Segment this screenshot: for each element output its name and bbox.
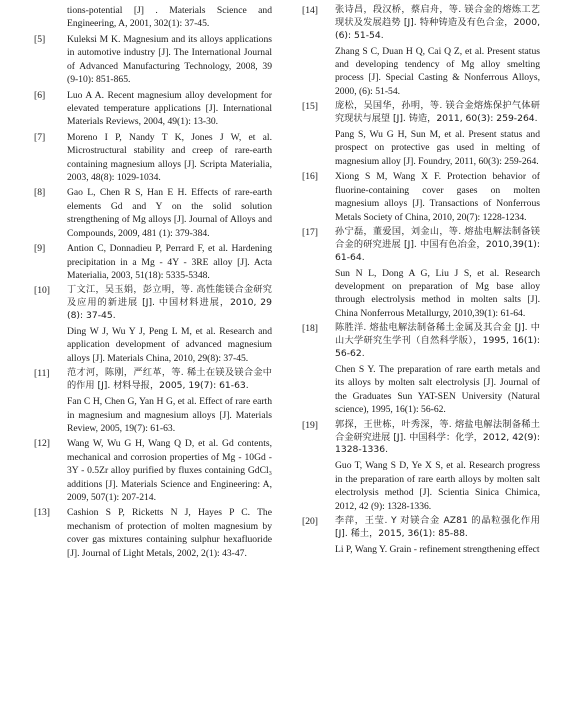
reference-text: Zhang S C, Duan H Q, Cai Q Z, et al. Present status and developing tendency of Mg alloy smelting process [J]. Special Casting & Nonferrous Alloys, 2000, (6): 51-54. xyxy=(335,45,540,97)
reference-entry xyxy=(34,186,272,240)
reference-number: [12] xyxy=(34,438,50,450)
reference-text: 陈胜洋. 熔盐电解法制备稀土金属及其合金 [J]. 中山大学研究生学刊（自然科学版），1995, 16(1): 56-62. xyxy=(335,322,540,360)
reference-entry xyxy=(302,515,540,556)
reference-number: [11] xyxy=(34,368,50,380)
reference-text: 庞松，吴国华，孙明，等. 镁合金熔炼保护气体研究现状与展望 [J]. 铸造，2011, 60(3): 259-264. xyxy=(335,100,540,125)
reference-text: Xiong S M, Wang X F. Protection behavior of fluorine-containing cover gases on molten magnesium alloys [J]. Transactions of Nonferrous Metals Society of China, 2010, 20(7): 1228-1234. xyxy=(335,171,540,223)
reference-number: [9] xyxy=(34,243,46,255)
reference-text: 郭探，王世栋，叶秀深，等. 熔盐电解法制备稀土合金研究进展 [J]. 中国科学：化学，2012, 42(9): 1328-1336. xyxy=(335,418,540,456)
reference-text: 范才河，陈刚，严红革，等. 稀土在镁及镁合金中的作用 [J]. 材料导报，2005, 19(7): 61-63. xyxy=(67,367,272,392)
reference-entry xyxy=(34,4,272,31)
reference-number: [16] xyxy=(302,171,318,183)
reference-number: [18] xyxy=(302,323,318,335)
reference-number: [19] xyxy=(302,419,318,431)
reference-number: [13] xyxy=(34,507,50,519)
reference-text: Fan C H, Chen G, Yan H G, et al. Effect of rare earth in magnesium and magnesium alloys [J]. Materials Review, 2005, 19(7): 61-63. xyxy=(67,396,272,434)
reference-text: 李萍，王莹. Y 对镁合金 AZ81 的晶粒强化作用 [J]. 稀土，2015, 36(1): 85-88. xyxy=(335,514,540,539)
reference-entry xyxy=(302,100,540,168)
reference-text: tions-potential [J] . Materials Science and Engineering, A, 2001, 302(1): 37-45. xyxy=(67,5,272,30)
reference-entry xyxy=(302,226,540,320)
reference-text: Guo T, Wang S D, Ye X S, et al. Research progress in the preparation of rare earth alloys by molten salt electrolysis method [J]. Scientia Sinica Chimica, 2012, 42 (9): 1328-1336. xyxy=(335,460,540,512)
reference-number: [15] xyxy=(302,101,318,113)
reference-text: Sun N L, Dong A G, Liu J S, et al. Research development on preparation of Mg base alloy through electrolysis method in molten salts [J]. China Nonferrous Metallurgy, 2010,39(1): 61-64. xyxy=(335,267,540,319)
reference-number: [5] xyxy=(34,33,46,45)
reference-text: 张诗昌，段汉桥，蔡启舟，等. 镁合金的熔炼工艺现状及发展趋势 [J]. 特种铸造及有色合金，2000, (6): 51-54. xyxy=(335,4,540,41)
reference-text: Cashion S P, Ricketts N J, Hayes P C. The mechanism of protection of molten magnesium by cover gas mixtures containing sulphur hexafluoride [J]. Journal of Light Metals, 2002, 2(1): 43-47. xyxy=(67,507,272,559)
reference-text: 孙宁磊，董爱国，刘金山，等. 熔盐电解法制备镁合金的研究进展 [J]. 中国有色冶金，2010,39(1): 61-64. xyxy=(335,226,540,263)
reference-number: [14] xyxy=(302,5,318,16)
reference-text: Antion C, Donnadieu P, Perrard F, et al. Hardening precipitation in a Mg - 4Y - 3RE alloy [J]. Acta Materialia, 2003, 51(18): 5335-5348. xyxy=(67,243,272,282)
reference-entry xyxy=(34,506,272,560)
reference-text: Pang S, Wu G H, Sun M, et al. Present status and prospect on protective gas used in melting of magnesium alloy [J]. Foundry, 2011, 60(3): 259-264. xyxy=(335,129,540,167)
reference-number: [10] xyxy=(34,285,50,297)
reference-text: Ding W J, Wu Y J, Peng L M, et al. Research and application development of advanced magnesium alloys [J]. Materials China, 2010, 29(8): 37-45. xyxy=(67,326,272,364)
reference-entry xyxy=(34,367,272,435)
left-column xyxy=(34,4,272,562)
reference-text: Luo A A. Recent magnesium alloy development for elevated temperature applications [J]. International Materials Reviews, 2004, 49(1): 13-30. xyxy=(67,89,272,128)
reference-entry xyxy=(34,33,272,87)
reference-entry xyxy=(302,170,540,224)
reference-entry xyxy=(302,419,540,513)
reference-entry xyxy=(34,131,272,185)
reference-entry xyxy=(302,322,540,416)
reference-text: Moreno I P, Nandy T K, Jones J W, et al. Microstructural stability and creep of rare-earth containing magnesium alloys [J]. Scripta Materialia, 2003, 48(8): 1029-1034. xyxy=(67,131,272,184)
reference-text: 丁文江，吴玉娟，彭立明，等. 高性能镁合金研究及应用的新进展 [J]. 中国材料进展，2010, 29 (8): 37-45. xyxy=(67,284,272,322)
reference-number: [7] xyxy=(34,131,46,143)
reference-text: Chen S Y. The preparation of rare earth metals and its alloys by molten salt electrolysis [J]. Journal of the Graduates Sun YAT-SEN University (Natural science), 1995, 16(1): 56-62. xyxy=(335,363,540,416)
reference-entry xyxy=(34,89,272,129)
reference-entry xyxy=(34,284,272,365)
reference-text: Li P, Wang Y. Grain - refinement strengthening effect xyxy=(335,543,540,555)
reference-number: [17] xyxy=(302,227,318,239)
reference-entry xyxy=(34,437,272,504)
reference-number: [20] xyxy=(302,515,318,527)
reference-text: Gao L, Chen R S, Han E H. Effects of rare-earth elements Gd and Y on the solid solution strengthening of Mg alloys [J]. Journal of Alloys and Compounds, 2009, 481 (1): 379-384. xyxy=(67,187,272,239)
right-column xyxy=(302,4,540,558)
reference-entry xyxy=(302,4,540,98)
reference-text: Kuleksi M K. Magnesium and its alloys applications in automotive industry [J]. The International Journal of Advanced Manufacturing Technology, 2008, 39 (9-10): 851-865. xyxy=(67,33,272,86)
reference-number: [6] xyxy=(34,89,46,101)
reference-text: Wang W, Wu G H, Wang Q D, et al. Gd contents, mechanical and corrosion properties of Mg - 10Gd - 3Y - 0.5Zr alloy purified by fluxes containing GdCl₃ additions [J]. Materials Science and Engineering: A, 2009, 507(1): 207-214. xyxy=(67,438,272,504)
reference-entry xyxy=(34,242,272,282)
reference-number: [8] xyxy=(34,187,46,199)
